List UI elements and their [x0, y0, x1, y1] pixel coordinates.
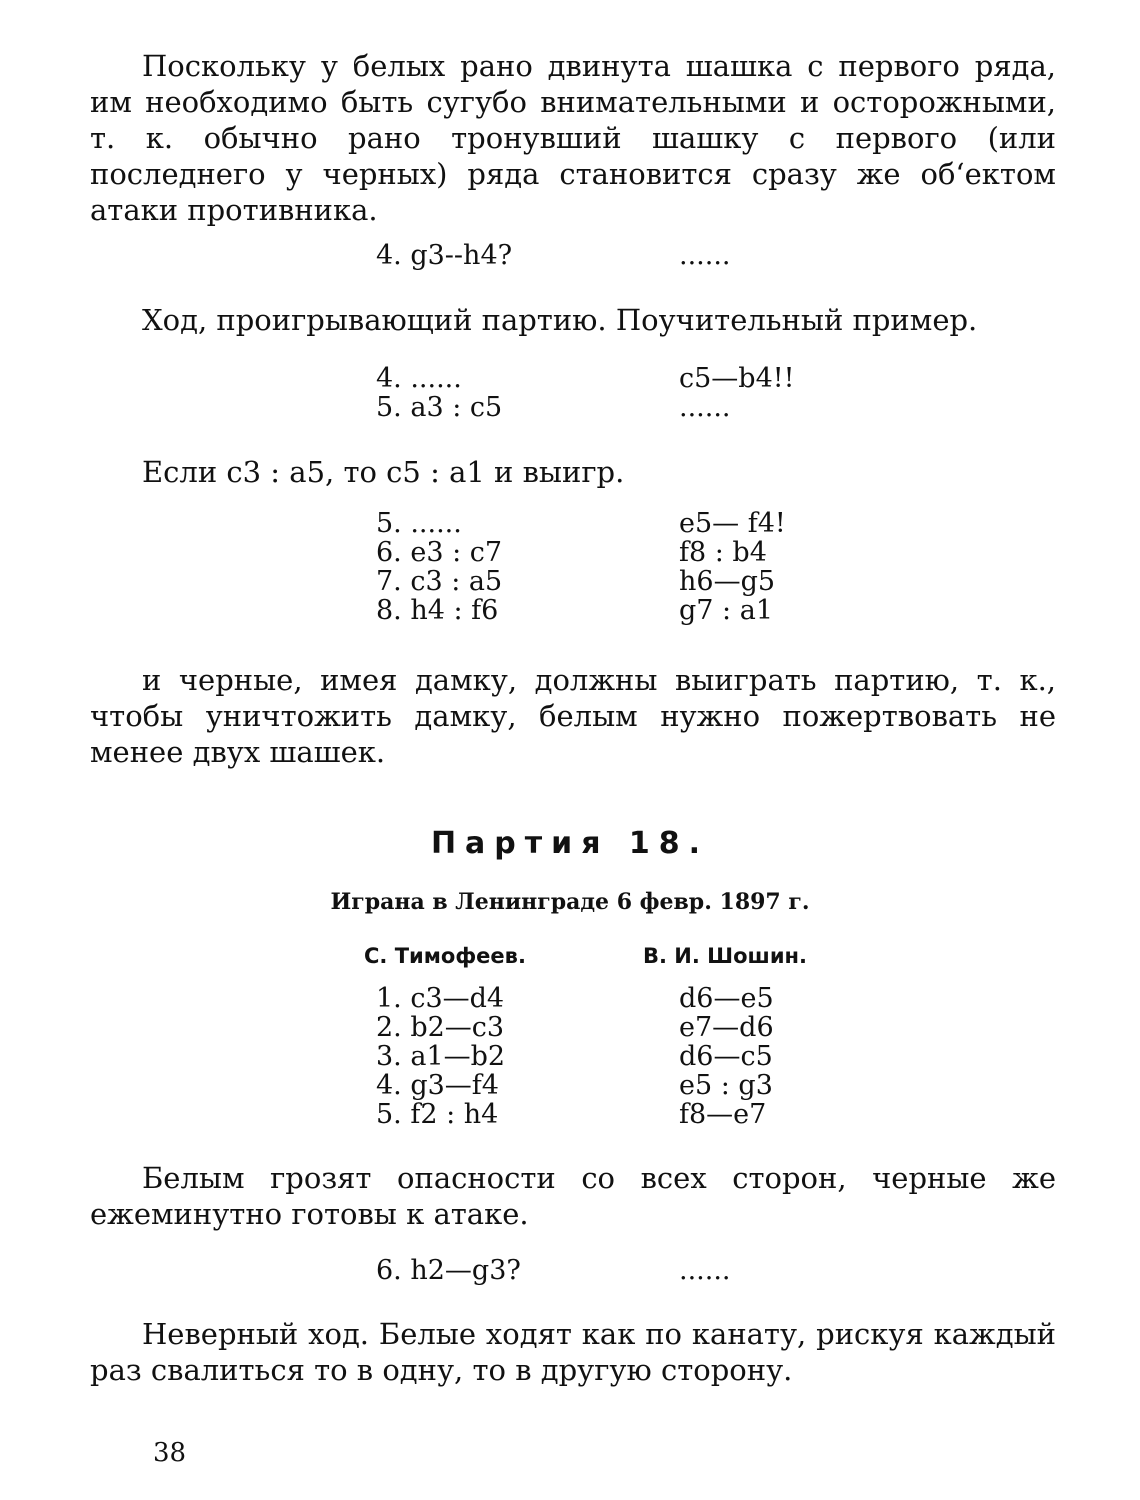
white-move: 1. c3—d4	[376, 983, 505, 1014]
white-player-name: С. Тимофеев.	[364, 944, 526, 968]
black-move: f8 : b4	[679, 537, 767, 568]
paragraph-intro: Поскольку у белых рано двинута шашка с первого ряда, им необходимо быть сугубо внимательными и осторожными, т. к. обычно рано тронувший шашку с первого (или последнего у черных) ряда становится сразу же об‘ектом атаки противника.	[90, 49, 1056, 227]
black-move: d6—e5	[679, 983, 774, 1014]
paragraph-wrong-move: Неверный ход. Белые ходят как по канату, рискуя каждый раз свалиться то в одну, то в другую сторону.	[90, 1317, 1056, 1387]
white-move: 2. b2—c3	[376, 1012, 505, 1043]
black-move: f8—e7	[679, 1099, 767, 1130]
page-number: 38	[153, 1438, 187, 1468]
black-move: ......	[679, 1255, 731, 1286]
black-player-name: В. И. Шошин.	[643, 944, 808, 968]
game-title: Партия 18.	[430, 826, 710, 861]
white-move: 5. f2 : h4	[376, 1099, 499, 1130]
black-move: ......	[679, 392, 731, 423]
black-move: d6—c5	[679, 1041, 773, 1072]
white-move: 5. ......	[376, 508, 462, 539]
game-subtitle: Играна в Ленинграде 6 февр. 1897 г.	[330, 889, 810, 915]
paragraph-danger: Белым грозят опасности со всех сторон, черные же ежеминутно готовы к атаке.	[90, 1161, 1056, 1231]
white-move: 7. c3 : a5	[376, 566, 503, 597]
white-move: 5. а3 : c5	[376, 392, 503, 423]
white-move: 4. ......	[376, 363, 462, 394]
black-move: e5 : g3	[679, 1070, 773, 1101]
black-move: ......	[679, 240, 731, 271]
black-move: c5—b4!!	[679, 363, 795, 394]
black-move: e7—d6	[679, 1012, 774, 1043]
black-move: g7 : a1	[679, 595, 773, 626]
white-move: 4. g3—f4	[376, 1070, 499, 1101]
white-move: 8. h4 : f6	[376, 595, 499, 626]
white-move: 3. a1—b2	[376, 1041, 506, 1072]
white-move: 4. g3--h4?	[376, 240, 513, 271]
paragraph-conclusion: и черные, имея дамку, должны выиграть партию, т. к., чтобы уничтожить дамку, белым нужно пожертвовать не менее двух шашек.	[90, 663, 1056, 769]
paragraph-variation: Если с3 : а5, то с5 : а1 и выигр.	[142, 455, 625, 489]
white-move: 6. h2—g3?	[376, 1255, 521, 1286]
paragraph-losing-move: Ход, проигрывающий партию. Поучительный пример.	[142, 303, 978, 337]
white-move: 6. e3 : c7	[376, 537, 503, 568]
black-move: e5— f4!	[679, 508, 786, 539]
black-move: h6—g5	[679, 566, 776, 597]
